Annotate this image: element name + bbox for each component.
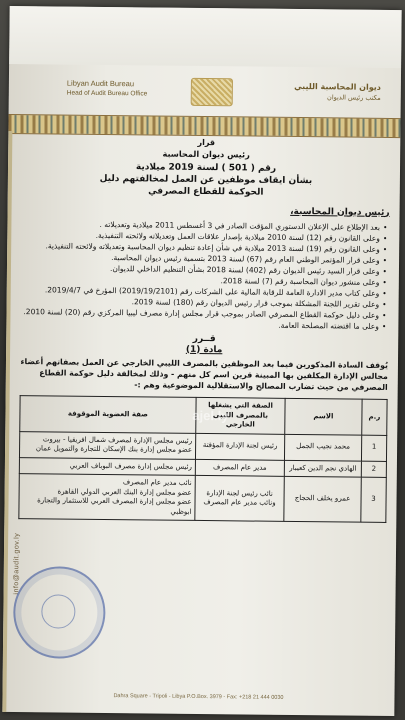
row-position: رئيس لجنة الإدارة المؤقتة bbox=[195, 433, 284, 460]
recital-item: • وعلى تقرير اللجنة المشكلة بموجب قرار رئيس الديوان رقم (180) لسنة 2019. bbox=[21, 295, 387, 310]
decision-label: قرار bbox=[197, 137, 216, 148]
letterhead-en-org: Libyan Audit Bureau bbox=[66, 78, 135, 89]
recital-item: • وعلى قرار السيد رئيس الديوان رقم (402) لسنة 2018 بشأن التنظيم الداخلي للديوان. bbox=[21, 262, 387, 277]
letterhead-en-office: Head of Audit Bureau Office bbox=[66, 89, 148, 98]
row-number: 3 bbox=[361, 477, 386, 522]
membership-item: رئيس مجلس الإدارة لمصرف شمال افريقيا - بيروت bbox=[42, 434, 193, 445]
watermark: ajel.ly bbox=[192, 407, 229, 424]
col-header-number: ر.م bbox=[362, 399, 387, 435]
decision-authority: رئيس ديوان المحاسبة، bbox=[290, 206, 390, 218]
page-top-fold bbox=[9, 6, 402, 68]
page-footer: Dahra Square - Tripoli - Libya P.O.Box. 3979 - Fax: +218 21 444 0030 bbox=[113, 693, 284, 701]
recital-item: • بعد الإطلاع على الإعلان الدستوري المؤقت الصادر في 3 أغسطس 2011 ميلادية وتعديلاته . bbox=[21, 218, 387, 233]
recital-item: • وعلى قرار المؤتمر الوطني العام رقم (67) لسنة 2013 بتسمية رئيس ديوان المحاسبة. bbox=[21, 251, 387, 266]
letterhead-ar-office: مكتب رئيس الديوان bbox=[327, 93, 381, 102]
row-position: مدير عام المصرف bbox=[195, 459, 284, 476]
row-memberships bbox=[19, 474, 195, 521]
table-row bbox=[19, 474, 386, 523]
article-1-title: مادة (1) bbox=[185, 344, 223, 355]
membership-item: رئيس مجلس إدارة مصرف البوباف العربي bbox=[69, 461, 192, 471]
decision-issuer: رئيس ديوان المحاسبة bbox=[162, 148, 250, 159]
recital-item: • وعلى القانون رقم (12) لسنة 2010 ميلادية بإصدار علاقات العمل وتعديلاته ولائحته التنفيذية. bbox=[21, 229, 387, 244]
col-header-position: الصفة التي يشغلها بالمصرف الليبي الخارجي bbox=[196, 397, 285, 433]
document-page bbox=[2, 6, 401, 716]
membership-item: عضو مجلس إدارة بنك الإسكان للتجارة والتمويل عمان bbox=[35, 444, 193, 454]
membership-item: عضو مجلس إدارة المصرف العربي للاستثمار والتجارة ابوظبي bbox=[37, 496, 192, 516]
recitals-list bbox=[20, 218, 389, 332]
membership-item: عضو مجلس إدارة البنك العربي الدولي القاهرة bbox=[57, 486, 192, 497]
letterhead-arabic bbox=[261, 81, 381, 104]
resolves-heading: قــرر bbox=[192, 333, 216, 345]
membership-item: نائب مدير عام المصرف bbox=[122, 478, 192, 487]
letterhead bbox=[9, 64, 402, 120]
official-stamp bbox=[13, 566, 106, 659]
col-header-name: الاسم bbox=[285, 398, 362, 434]
col-header-membership: صفة العضوية الموقوفة bbox=[20, 396, 196, 433]
row-number: 2 bbox=[361, 461, 386, 478]
row-name: عمرو يخلف الحجاج bbox=[284, 476, 361, 522]
side-email-text: info@audit.gov.ly bbox=[13, 532, 21, 595]
recital-item: • وعلى القانون رقم (19) لسنة 2013 ميلادية في شأن إعادة تنظيم ديوان المحاسبة وتعديلاته ولائحته التنفيذية. bbox=[21, 240, 387, 255]
letterhead-ar-org: ديوان المحاسبة الليبي bbox=[294, 81, 381, 92]
row-name: محمد نجيب الجمل bbox=[284, 434, 361, 461]
recital-item: • وعلى منشور ديوان المحاسبة رقم (7) لسنة 2018. bbox=[21, 273, 387, 288]
row-position: نائب رئيس لجنة الإدارة ونائب مدير عام المصرف bbox=[195, 475, 284, 521]
decision-subject-line-2: الحوكمة للقطاع المصرفي bbox=[148, 185, 264, 198]
letterhead-english bbox=[67, 79, 187, 100]
row-name: الهادي نجم الدين كعيبار bbox=[284, 460, 361, 477]
decision-body bbox=[18, 134, 390, 523]
row-number: 1 bbox=[361, 435, 386, 461]
article-1-text: يُوقف السادة المذكورين فيما بعد الموظفين بالمصرف الليبي الخارجي عن العمل بصفاتهم أعضاء مجالس الإدارة المكلفين بها المبينة قرين اسم كل منهم - وذلك لمخالفة دليل حوكمة القطاع المصرفي من حيث تضارب المصالح والاستقلالية الموضوعية وهم :- bbox=[20, 357, 389, 392]
recital-item: • وعلى ما اقتضته المصلحة العامة. bbox=[20, 317, 386, 332]
row-memberships bbox=[19, 457, 195, 475]
decision-number: رقم ( 501 ) لسنة 2019 ميلادية bbox=[135, 162, 277, 174]
decision-subject-line-1: بشأن ايقاف موظفين عن العمل لمخالفتهم دليل bbox=[99, 173, 313, 186]
bureau-logo bbox=[191, 78, 233, 106]
recital-item: • وعلى كتاب مدير الادارة العامة للرقابة المالية على الشركات رقم (2019/19/2101) المؤرخ في 2019/4/7. bbox=[21, 284, 387, 299]
recital-item: • وعلى دليل حوكمة القطاع المصرفي الصادر بموجب قرار مجلس إدارة مصرف ليبيا المركزي رقم (20) لسنة 2010. bbox=[20, 306, 386, 321]
